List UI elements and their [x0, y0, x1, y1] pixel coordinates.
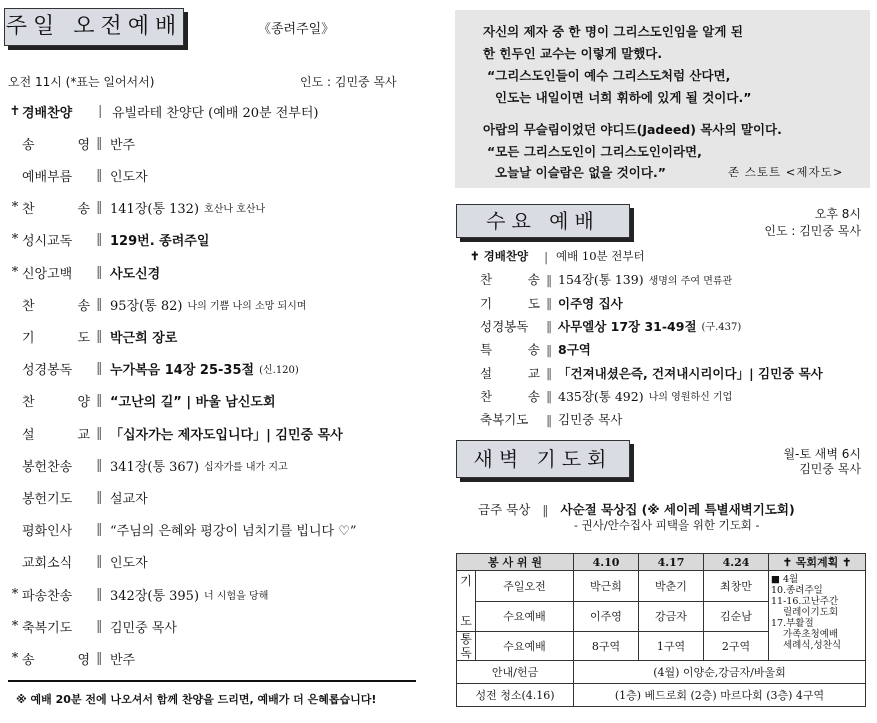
order-note: 호산나 호산나	[204, 204, 266, 216]
order-value: 설교자	[110, 491, 148, 507]
order-note: 나의 기쁨 나의 소망 되시며	[187, 300, 307, 312]
wed-order-separator: ‖	[546, 411, 553, 427]
order-label: 봉헌기도	[22, 491, 73, 507]
wed-order-separator: |	[544, 248, 549, 264]
wed-order-value: 이주영 집사	[558, 295, 623, 311]
table-header-cell: 4.17	[639, 554, 704, 571]
dawn-title: 새벽 기도회	[473, 447, 613, 471]
order-row	[8, 454, 288, 476]
plan-item: ■ 4월	[771, 574, 799, 585]
order-row	[8, 261, 160, 283]
wednesday-time: 오후 8시	[814, 207, 861, 221]
wed-order-row	[470, 339, 591, 359]
wed-order-note: 나의 영원하신 기업	[648, 392, 733, 404]
wed-order-label: 특 송	[480, 342, 540, 358]
order-label: 축복기도	[22, 620, 73, 636]
order-label: 송 영	[22, 137, 90, 153]
sunday-leader: 인도 : 김민중 목사	[300, 75, 397, 89]
order-label: 성경봉독	[22, 363, 73, 379]
wed-order-row	[470, 386, 732, 406]
order-value: 반주	[110, 652, 136, 668]
order-row	[8, 486, 148, 508]
quote-line-3: “그리스도인들이 예수 그리스도처럼 산다면,	[487, 68, 731, 83]
sunday-title: 주일 오전예배	[5, 14, 183, 39]
table-cell: 이주영	[574, 601, 639, 632]
plan-list	[771, 574, 863, 651]
dawn-row-label: 금주 묵상	[478, 502, 531, 517]
sunday-footer-note: ※ 예배 20분 전에 나오셔서 함께 찬양을 드리면, 예배가 더 은혜롭습니다!	[16, 693, 377, 706]
wed-order-value: 예배 10분 전부터	[556, 249, 645, 263]
table-row	[457, 571, 866, 602]
row-label: 안내/헌금	[457, 661, 574, 684]
order-value: 인도자	[110, 169, 148, 185]
order-value: 김민중 목사	[110, 620, 177, 636]
wed-order-row	[470, 316, 741, 336]
plan-item: 릴레이기도회	[783, 607, 839, 618]
quote-line-6: “모든 그리스도인이 그리스도인이라면,	[487, 144, 702, 159]
order-separator: ‖	[96, 200, 103, 216]
table-cell: (1층) 베드로회 (2층) 마르다회 (3층) 4구역	[574, 684, 866, 707]
plan-item: 가족초청예배	[783, 629, 839, 640]
order-label: 신앙고백	[22, 266, 73, 282]
table-cell: (4월) 이양순,강금자/바울회	[574, 661, 866, 684]
table-header-row	[457, 554, 866, 571]
quote-line-5: 아랍의 무슬림이었던 야디드(Jadeed) 목사의 말이다.	[483, 122, 782, 137]
order-label: 찬 송	[22, 202, 90, 218]
wed-order-row	[470, 269, 732, 289]
order-label: 찬 송	[22, 298, 90, 314]
order-row	[8, 422, 343, 444]
order-star: ✝	[9, 103, 21, 119]
group-cell-tong	[457, 632, 476, 661]
wed-order-label: 축복기도	[480, 412, 529, 428]
table-cell: 강금자	[639, 601, 704, 632]
order-separator: ‖	[96, 650, 103, 666]
order-row	[8, 293, 306, 315]
order-label: 평화인사	[22, 524, 73, 540]
sunday-time-note: 오전 11시 (*표는 일어서서)	[8, 75, 155, 89]
wed-order-separator: ‖	[546, 318, 553, 334]
order-value: “고난의 길” | 바울 남신도회	[110, 395, 276, 411]
order-separator: ‖	[96, 264, 103, 280]
wed-order-label: 설 교	[480, 365, 540, 381]
order-label: 설 교	[22, 427, 90, 443]
plan-item: 11-16.고난주간	[771, 596, 839, 607]
table-cell: 박춘기	[639, 571, 704, 602]
order-value: 342장(통 395)	[110, 588, 200, 604]
order-value: 129번. 종려주일	[110, 234, 210, 250]
wed-order-row	[470, 246, 645, 266]
table-cell: 박근희	[574, 571, 639, 602]
order-value: “주님의 은혜와 평강이 넘치기를 빕니다 ♡”	[110, 524, 357, 540]
sunday-subtitle: 《종려주일》	[258, 22, 335, 37]
wed-order-label: 찬 송	[480, 388, 540, 404]
sunday-title-box	[4, 8, 184, 46]
order-star: *	[11, 618, 19, 634]
order-note: (신.120)	[259, 365, 299, 377]
order-value: 95장(통 82)	[110, 298, 183, 314]
order-label: 교회소식	[22, 556, 73, 572]
wednesday-leader: 인도 : 김민중 목사	[764, 224, 861, 238]
wed-order-row	[470, 409, 622, 429]
wed-order-row	[470, 363, 823, 383]
order-row	[8, 132, 135, 154]
wed-order-label: ✝ 경배찬양	[470, 249, 529, 263]
table-row	[457, 661, 866, 684]
dawn-time: 월-토 새벽 6시	[783, 447, 861, 461]
order-separator: ‖	[96, 361, 103, 377]
order-star: *	[11, 264, 19, 280]
service-table	[456, 553, 866, 707]
wed-order-label: 기 도	[480, 295, 540, 311]
wed-order-separator: ‖	[546, 295, 553, 311]
order-separator: ‖	[96, 328, 103, 344]
order-row	[8, 647, 135, 669]
wed-order-label: 성경봉독	[480, 318, 529, 334]
order-row	[8, 358, 299, 380]
wed-order-separator: ‖	[546, 365, 553, 380]
wed-order-separator: ‖	[546, 388, 553, 404]
order-row	[8, 615, 177, 637]
group-label-tong: 통 독	[460, 632, 472, 660]
table-cell: 김순남	[704, 601, 769, 632]
order-value: 누가복음 14장 25-35절	[110, 363, 255, 379]
order-separator: ‖	[96, 393, 103, 409]
order-separator: ‖	[96, 522, 103, 538]
order-star: *	[11, 232, 19, 248]
order-separator: ‖	[96, 586, 103, 602]
table-cell: 8구역	[574, 632, 639, 661]
wed-order-value: 김민중 목사	[558, 412, 623, 428]
order-label: 찬 양	[22, 395, 90, 411]
dawn-sub: - 권사/안수집사 피택을 위한 기도회 -	[574, 518, 760, 532]
order-separator: ‖	[96, 457, 103, 473]
wed-order-label: 찬 송	[480, 272, 540, 288]
wed-order-separator: ‖	[546, 341, 553, 357]
footer-divider	[8, 680, 416, 682]
plan-item: 세례식,성찬식	[783, 640, 842, 651]
order-note: 십자가를 내가 지고	[204, 461, 288, 473]
order-label: 경배찬양	[22, 105, 73, 121]
row-label: 주일오전	[476, 571, 574, 602]
table-header-cell: 4.24	[704, 554, 769, 571]
order-row	[8, 519, 357, 541]
wed-order-value: 「건져내셨은즉, 건져내시리이다」| 김민중 목사	[558, 365, 823, 381]
order-row	[8, 551, 148, 573]
quote-line-1: 자신의 제자 중 한 명이 그리스도인임을 알게 된	[483, 24, 743, 39]
order-separator: ‖	[96, 618, 103, 634]
order-row	[8, 390, 276, 412]
order-value: 사도신경	[110, 266, 161, 282]
wed-order-value: 435장(통 492)	[558, 388, 644, 404]
plan-header: ✝ 목회계획 ✝	[769, 554, 866, 571]
order-star: *	[11, 200, 19, 216]
table-cell: 최창만	[704, 571, 769, 602]
quote-source: 존 스토트 <제자도>	[728, 165, 844, 179]
quote-line-7: 오늘날 이슬람은 없을 것이다.”	[495, 165, 666, 180]
order-separator: ‖	[96, 489, 103, 505]
order-note: 너 시험을 당해	[204, 590, 269, 602]
order-row	[8, 164, 148, 186]
dawn-leader: 김민중 목사	[799, 462, 861, 476]
dawn-title-box	[456, 440, 630, 478]
order-row	[8, 325, 177, 347]
order-separator: ‖	[96, 425, 103, 441]
order-label: 봉헌찬송	[22, 459, 73, 475]
order-label: 파송찬송	[22, 588, 73, 604]
dawn-row: 금주 묵상 ‖ 사순절 묵상집 (※ 세이레 특별새벽기도회)	[478, 502, 795, 517]
wednesday-title-box	[456, 204, 630, 238]
order-value: 141장(통 132)	[110, 202, 200, 218]
order-label: 기 도	[22, 330, 90, 346]
wed-order-value: 사무엘상 17장 31-49절	[558, 318, 697, 334]
order-value: 유빌라테 찬양단 (예배 20분 전부터)	[112, 105, 319, 121]
wed-order-row	[470, 293, 623, 313]
group-cell-gido	[457, 571, 476, 632]
wed-order-note: 생명의 주여 면류관	[648, 275, 733, 287]
wed-order-value: 154장(통 139)	[558, 272, 644, 288]
order-row	[8, 229, 209, 251]
order-value: 341장(통 367)	[110, 459, 200, 475]
row-label: 성전 청소(4.16)	[457, 684, 574, 707]
order-separator: ‖	[96, 135, 103, 151]
plan-item: 10.종려주일	[771, 585, 823, 596]
table-cell: 2구역	[704, 632, 769, 661]
order-star: *	[11, 586, 19, 602]
wed-order-value: 8구역	[558, 342, 591, 358]
order-separator: ‖	[96, 296, 103, 312]
order-separator: ‖	[96, 554, 103, 570]
row-label: 수요예배	[476, 632, 574, 661]
table-cell: 1구역	[639, 632, 704, 661]
table-header-cell: 4.10	[574, 554, 639, 571]
wed-order-note: (구.437)	[701, 322, 742, 334]
order-label: 예배부름	[22, 169, 73, 185]
order-value: 박근희 장로	[110, 330, 178, 346]
plan-item: 17.부활절	[771, 618, 814, 629]
order-separator: ‖	[96, 232, 103, 248]
order-value: 인도자	[110, 556, 148, 572]
plan-cell	[769, 571, 866, 661]
dawn-row-value: 사순절 묵상집 (※ 세이레 특별새벽기도회)	[560, 502, 795, 517]
group-label-gido: 기 도	[460, 574, 472, 628]
order-row	[8, 197, 265, 219]
quote-line-2: 한 힌두인 교수는 이렇게 말했다.	[483, 46, 663, 61]
order-separator: ‖	[96, 167, 103, 183]
row-label: 수요예배	[476, 601, 574, 632]
order-label: 송 영	[22, 652, 90, 668]
table-row	[457, 684, 866, 707]
order-row	[8, 583, 268, 605]
order-separator: |	[98, 103, 103, 119]
order-label: 성시교독	[22, 234, 73, 250]
order-value: 「십자가는 제자도입니다」| 김민중 목사	[110, 427, 343, 443]
order-row	[8, 100, 318, 122]
wed-order-separator: ‖	[546, 271, 553, 287]
table-header-cell: 봉 사 위 원	[457, 554, 574, 571]
quote-line-4: 인도는 내일이면 너희 휘하에 있게 될 것이다.”	[495, 90, 752, 105]
wednesday-title: 수요 예배	[486, 209, 600, 233]
order-star: *	[11, 650, 19, 666]
order-value: 반주	[110, 137, 136, 153]
